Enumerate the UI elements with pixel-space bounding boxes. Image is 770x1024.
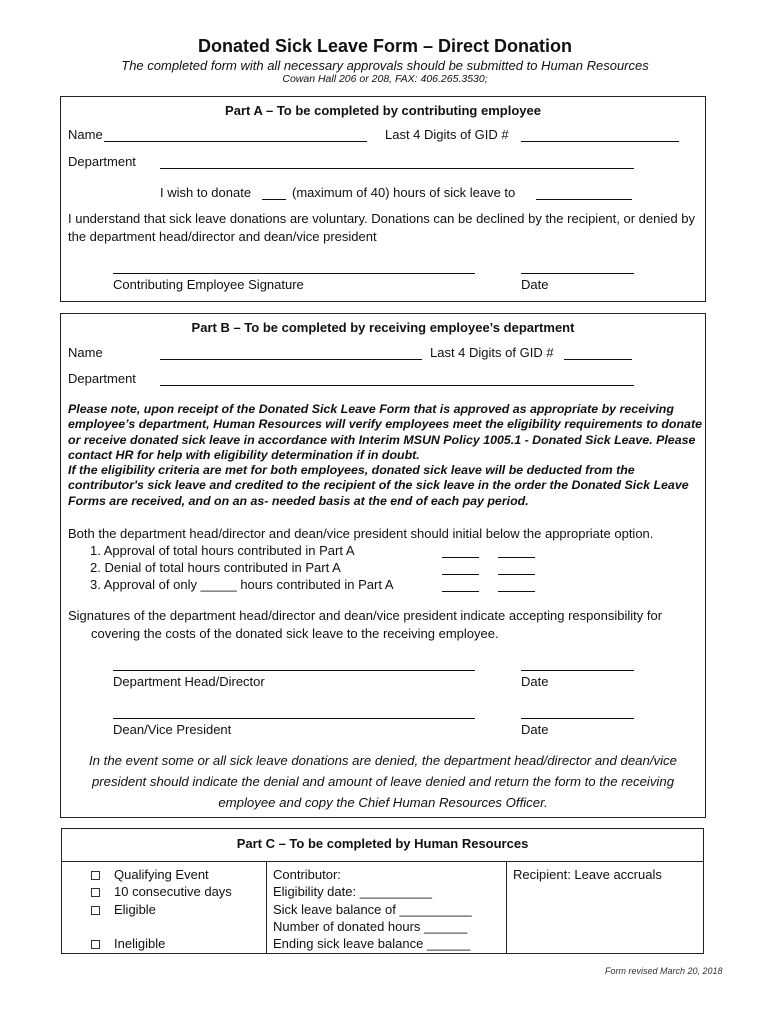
part-b-heading: Part B – To be completed by receiving employee’s department [191,320,575,335]
checkbox-eligible[interactable] [91,901,156,918]
denial-line-2: president should indicate the denial and amount of leave denied and return the form to the receiving [91,774,675,789]
option-1-initial-b[interactable] [498,557,535,558]
option-1: 1. Approval of total hours contributed in Part A [90,543,355,558]
dept-head-signature-field[interactable] [113,670,475,671]
signatures-text-2: covering the costs of the donated sick leave to the receiving employee. [91,626,499,641]
eligibility-note [68,402,708,509]
dean-date-label: Date [521,722,549,737]
dept-head-date-label: Date [521,674,549,689]
part-a-heading: Part A – To be completed by contributing employee [225,103,541,118]
contributor-line: Number of donated hours ______ [273,919,468,934]
part-a-gid-label: Last 4 Digits of GID # [385,127,509,142]
checkbox-icon[interactable] [91,888,100,897]
recipient-text: Recipient: Leave accruals [513,867,662,882]
part-b-department-label: Department [68,371,136,386]
part-b-name-field[interactable] [160,359,422,360]
part-a-date-field[interactable] [521,273,634,274]
part-c-heading: Part C – To be completed by Human Resources [236,836,529,851]
denial-line-1: In the event some or all sick leave donations are denied, the department head/director and dean/vice [89,753,677,768]
option-3-initial-a[interactable] [442,591,479,592]
form-subtitle: The completed form with all necessary approvals should be submitted to Human Resources [121,58,649,73]
part-a-date-label: Date [521,277,549,292]
checkbox-label: Qualifying Event [114,867,209,882]
checkbox-ineligible[interactable] [91,935,165,952]
part-a-name-field[interactable] [104,141,367,142]
part-a-department-field[interactable] [160,168,634,169]
part-b-department-field[interactable] [160,385,634,386]
part-a-department-label: Department [68,154,136,169]
contributor-line: Ending sick leave balance ______ [273,936,471,951]
form-revision-date: Form revised March 20, 2018 [605,966,723,976]
part-b-gid-label: Last 4 Digits of GID # [430,345,554,360]
dean-date-field[interactable] [521,718,634,719]
form-title: Donated Sick Leave Form – Direct Donation [197,36,573,56]
option-1-initial-a[interactable] [442,557,479,558]
initial-intro: Both the department head/director and dean/vice president should initial below the appropriate option. [68,526,654,541]
contributor-line: Sick leave balance of __________ [273,902,472,917]
checkbox-qualifying-event[interactable] [91,866,209,883]
contributor-signature-field[interactable] [113,273,475,274]
option-2-initial-a[interactable] [442,574,479,575]
donate-hours-field[interactable] [262,199,286,200]
dept-head-label: Department Head/Director [113,674,265,689]
part-b-gid-field[interactable] [564,359,632,360]
checkbox-label: 10 consecutive days [114,884,232,899]
contributor-line: Contributor: [273,867,341,882]
part-a-name-label: Name [68,127,103,142]
option-3-initial-b[interactable] [498,591,535,592]
denial-instructions [62,750,704,813]
checkbox-icon[interactable] [91,906,100,915]
donate-middle: (maximum of 40) hours of sick leave to [292,185,516,200]
option-2: 2. Denial of total hours contributed in Part A [90,560,341,575]
eligibility-note-2: If the eligibility criteria are met for both employees, donated sick leave will be deducted from the contributor's sick leave and credited to the recipient of the sick leave in the order the Donated Sick Leave Forms are received, and on an as- needed basis at the end of each pay period. [68,463,689,508]
eligibility-note-1: Please note, upon receipt of the Donated Sick Leave Form that is approved as appropriate by receiving employee’s department, Human Resources will verify employees meet the eligibility requirements to donate or receive donated sick leave in accordance with Interim MSUN Policy 1005.1 - Donated Sick Leave. Please contact HR for help with eligibility determination if in doubt. [68,402,702,462]
dean-signature-field[interactable] [113,718,475,719]
checkbox-10-consecutive-days[interactable] [91,883,232,900]
denial-line-3: employee and copy the Chief Human Resources Officer. [218,795,548,810]
part-a-gid-field[interactable] [521,141,679,142]
checkbox-label: Eligible [114,902,156,917]
understand-text: I understand that sick leave donations are voluntary. Donations can be declined by the recipient, or denied by the department head/director and dean/vice president [68,211,696,244]
checkbox-icon[interactable] [91,940,100,949]
checkbox-label: Ineligible [114,936,166,951]
contributor-signature-label: Contributing Employee Signature [113,277,304,292]
donate-prefix: I wish to donate [160,185,252,200]
part-b-name-label: Name [68,345,103,360]
donate-recipient-field[interactable] [536,199,632,200]
hr-address: Cowan Hall 206 or 208, FAX: 406.265.3530; [282,73,488,85]
signatures-text-1: Signatures of the department head/director and dean/vice president indicate accepting responsibility for [68,608,663,623]
checkbox-icon[interactable] [91,871,100,880]
contributor-line: Eligibility date: __________ [273,884,433,899]
dean-label: Dean/Vice President [113,722,232,737]
option-2-initial-b[interactable] [498,574,535,575]
dept-head-date-field[interactable] [521,670,634,671]
option-3: 3. Approval of only _____ hours contributed in Part A [90,577,394,592]
